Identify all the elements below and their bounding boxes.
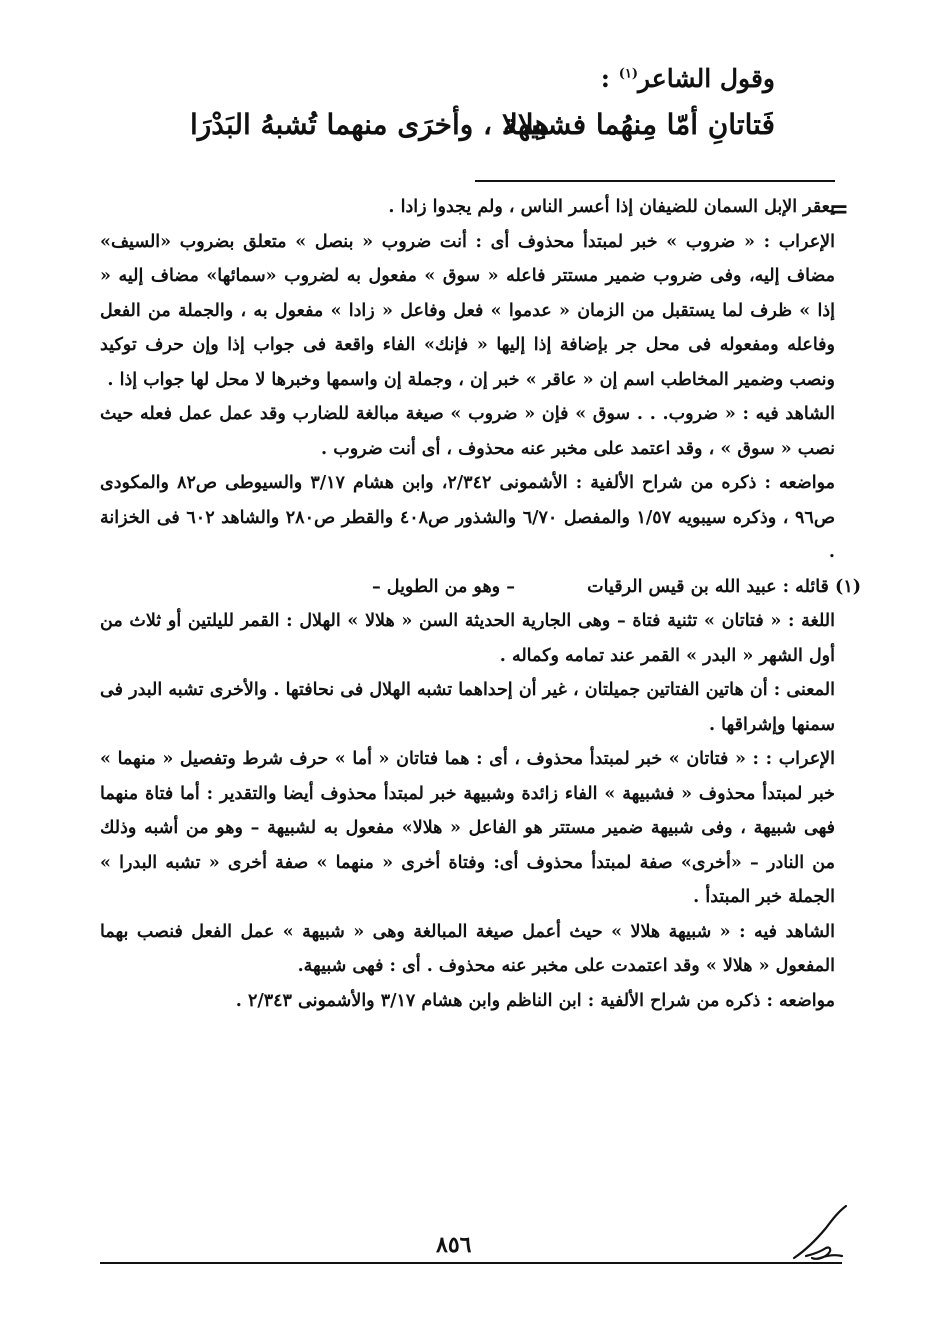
footer-rule	[100, 1262, 842, 1264]
paragraph-irab-prev: الإعراب : « ضروب » خبر لمبتدأ محذوف أى : أنت ضروب « بنصل » متعلق بضروب «السيف» مضاف إليه، وفى ضروب ضمير مستتر فاعله « سوق » مفعول به لضروب «سمائها» مضاف إليه « إذا » ظرف لما يستقبل من الزمان « عدموا » فعل وفاعل « زادا » مفعول به ، والجملة من الفعل وفاعله ومفعوله فى محل جر بإضافة إذا إليها « فإنك» الفاء واقعة فى جواب إذا وإن حرف توكيد ونصب وضمير المخاطب اسم إن « عاقر » خبر إن ، وجملة إن واسمها وخبرها لا محل لها جواب إذا .	[100, 231, 835, 390]
footnote-separator	[475, 180, 835, 182]
handwritten-signature	[786, 1200, 856, 1270]
continuation-mark: =	[828, 194, 849, 223]
paragraph-maana: المعنى : أن هاتين الفتاتين جميلتان ، غير أن إحداهما تشبه الهلال فى نحافتها . والأخرى تشبه البدر فى سمنها وإشراقها .	[100, 680, 835, 735]
paragraph-irab: الإعراب : : « فتاتان » خبر لمبتدأ محذوف ، أى : هما فتاتان « أما » حرف شرط وتفصيل « منهما » خبر لمبتدأ محذوف « فشبيهة » الفاء زائدة وشبيهة خبر لمبتدأ محذوف أيضا والتقدير : أما فتاة منهما فهى شبيهة ، وفى شبيهة ضمير مستتر هو الفاعل « هلالا» مفعول به لشبيهة – وهو من أشبه وذلك من النادر – «أخرى» صفة لمبتدأ محذوف أى: وفتاة أخرى « منهما » صفة أخرى « تشبه البدرا » الجملة خبر المبتدأ .	[100, 749, 835, 907]
paragraph-lugha: اللغة : « فتاتان » تثنية فتاة – وهى الجارية الحديثة السن « هلالا » الهلال : القمر لليلتين أو ثلاث من أول الشهر « البدر » القمر عند تمامه وكماله .	[100, 611, 835, 666]
verse-intro	[601, 64, 775, 93]
intro-text: وقول الشاعر	[638, 64, 775, 93]
page-number: ٨٥٦	[436, 1232, 472, 1258]
intro-colon: :	[600, 64, 610, 93]
paragraph-shahid-prev: الشاهد فيه : « ضروب. . . سوق » فإن « ضروب » صيغة مبالغة للضارب وقد عمل عمل فعله حيث نصب « سوق » ، وقد اعتمد على مخبر عنه محذوف ، أى أنت ضروب .	[100, 404, 835, 459]
verse-first-hemistich: فَتاتانِ أمّا مِنهُما فشبيهة	[502, 108, 775, 141]
footnote-ref: (١)	[618, 66, 638, 82]
verse-second-hemistich: هِلالا ، وأخرَى منهما تُشبهُ البَدْرَا	[190, 108, 550, 141]
footnotes-body	[100, 190, 861, 1018]
footnote-heading	[100, 570, 861, 605]
paragraph-shahid: الشاهد فيه : « شبيهة هلالا » حيث أعمل صيغة المبالغة وهى « شبيهة » عمل الفعل فنصب بهما المفعول « هلالا » وقد اعتمدت على مخبر عنه محذوف . أى : فهى شبيهة.	[100, 921, 835, 976]
paragraph-sources-prev: مواضعه : ذكره من شراح الألفية : الأشمونى ٢/٣٤٢، وابن هشام ٣/١٧ والسيوطى ص٨٢ والمكودى ص٩٦ ، وذكره سيبويه ١/٥٧ والمفصل ٦/٧٠ والشذور ص٤٠٨ والقطر ص٢٨٠ والشاهد ٦٠٢ فى الخزانة .	[100, 473, 835, 562]
footnote-meter: – وهو من الطويل –	[371, 576, 515, 597]
footnote-attribution: قائله : عبيد الله بن قيس الرقيات	[587, 576, 829, 597]
continuation-line: يعقر الإبل السمان للضيفان إذا أعسر الناس ، ولم يجدوا زادا .	[388, 197, 835, 217]
footnote-marker: (١)	[835, 576, 861, 597]
paragraph-sources: مواضعه : ذكره من شراح الألفية : ابن الناظم وابن هشام ٣/١٧ والأشمونى ٢/٣٤٣ .	[235, 990, 835, 1011]
